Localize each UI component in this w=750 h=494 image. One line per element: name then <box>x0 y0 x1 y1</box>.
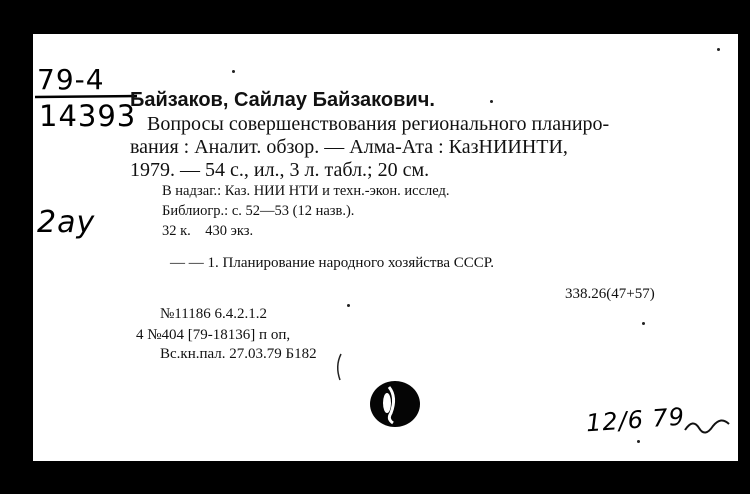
scan-speck <box>490 100 493 103</box>
handwritten-date: 12/6 79 <box>585 402 686 438</box>
scan-border-left <box>0 0 33 494</box>
ink-blot-stamp-icon <box>367 379 423 429</box>
handwritten-side-mark: 2ау <box>37 205 96 240</box>
handwritten-scribble <box>683 412 733 438</box>
title-line-2: вания : Аналит. обзор. — Алма-Ата : КазНИИНТИ, <box>130 136 568 158</box>
scan-speck <box>347 304 350 307</box>
note-bibliography: Библиогр.: с. 52—53 (12 назв.). <box>162 203 355 219</box>
record-number: №11186 6.4.2.1.2 <box>160 306 267 322</box>
scan-speck <box>637 440 640 443</box>
record-chamber: Вс.кн.пал. 27.03.79 Б182 <box>160 346 317 362</box>
handwritten-inventory-number: 14393 <box>39 99 137 133</box>
handwritten-code-top: 79-4 <box>37 63 105 96</box>
scan-speck <box>232 70 235 73</box>
scan-speck <box>717 48 720 51</box>
note-organization: В надзаг.: Каз. НИИ НТИ и техн.-экон. исслед. <box>162 183 450 199</box>
record-registration: 4 №404 [79-18136] п оп, <box>136 327 291 343</box>
author-name: Байзаков, Сайлау Байзакович. <box>130 89 435 111</box>
title-line-1: Вопросы совершенствования регионального планиро- <box>147 113 610 135</box>
scan-speck <box>642 322 645 325</box>
catalog-card <box>33 34 738 461</box>
subject-heading: — — 1. Планирование народного хозяйства СССР. <box>170 255 494 271</box>
pen-stroke-mark <box>333 352 345 382</box>
note-price-copies: 32 к. 430 экз. <box>162 223 254 239</box>
classification-code: 338.26(47+57) <box>565 286 655 302</box>
title-line-3: 1979. — 54 с., ил., 3 л. табл.; 20 см. <box>130 159 430 181</box>
